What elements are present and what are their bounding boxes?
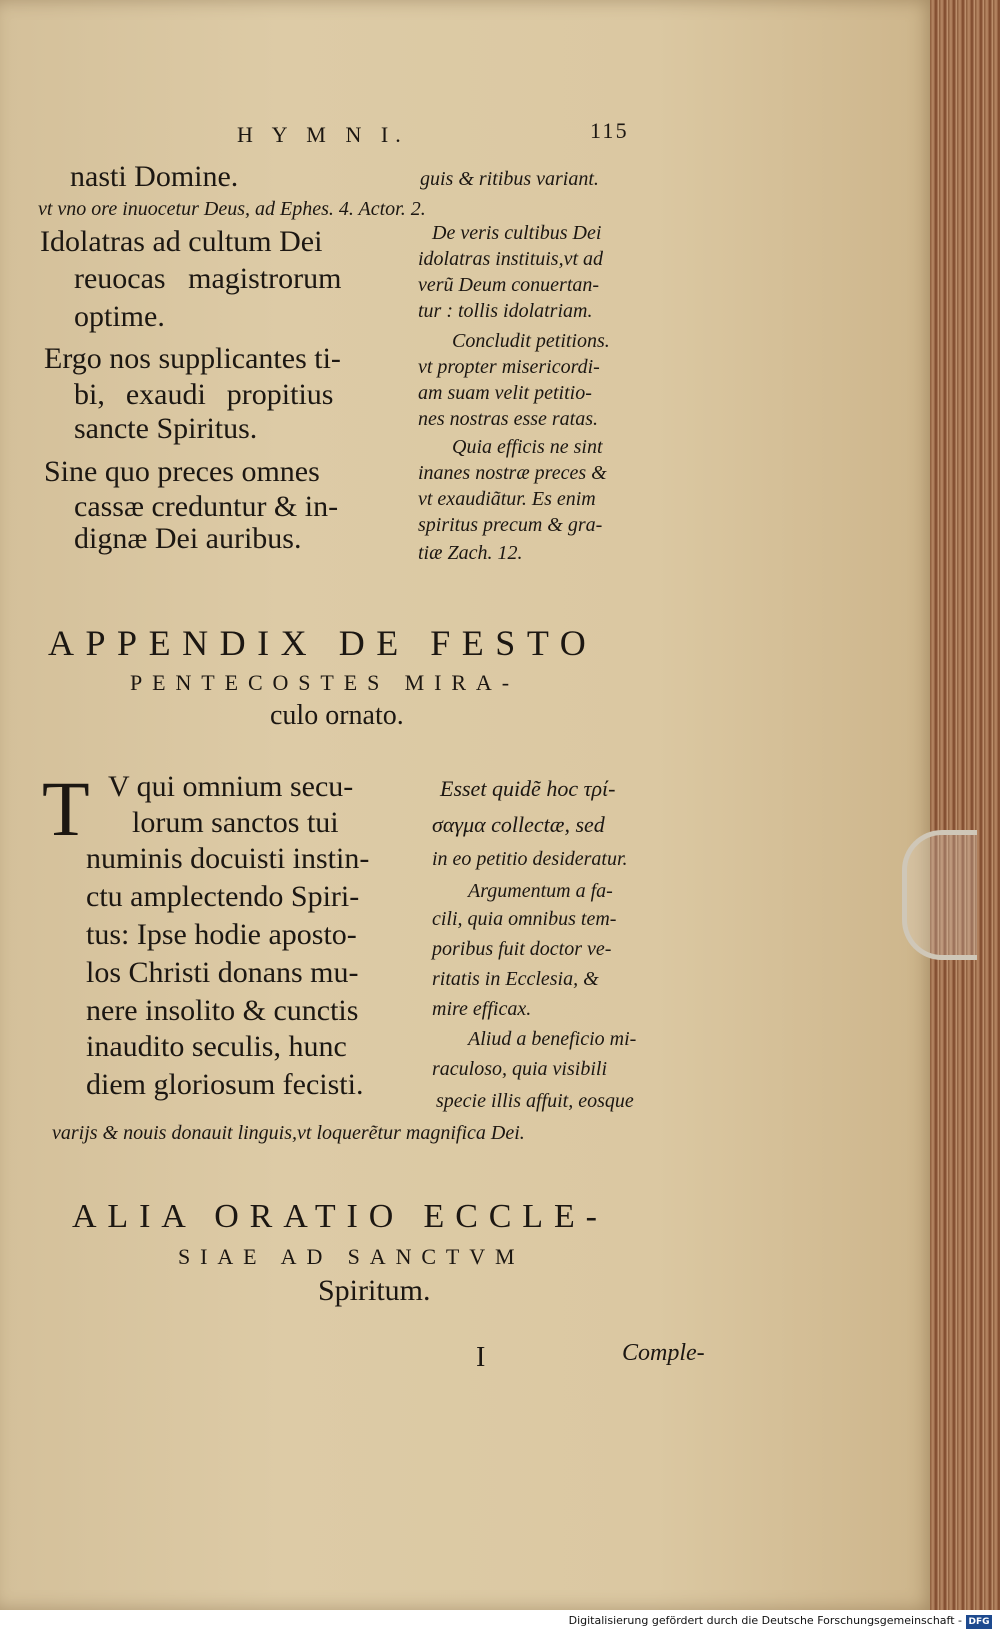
margin-note: tur : tollis idolatriam. bbox=[418, 300, 593, 322]
catchword: Comple- bbox=[622, 1340, 705, 1366]
main-line: nere insolito & cunctis bbox=[86, 994, 359, 1027]
running-head: H Y M N I. bbox=[237, 122, 408, 147]
margin-note: in eo petitio desideratur. bbox=[432, 848, 628, 870]
signature-mark: I bbox=[476, 1342, 486, 1373]
margin-note: spiritus precum & gra- bbox=[418, 514, 603, 536]
main-line: Ergo nos supplicantes ti- bbox=[44, 342, 341, 375]
appendix-heading-line1: APPENDIX DE FESTO bbox=[48, 623, 598, 663]
margin-note: ritatis in Ecclesia, & bbox=[432, 968, 599, 990]
margin-note: cili, quia omnibus tem- bbox=[432, 908, 617, 930]
main-line: dignæ Dei auribus. bbox=[74, 522, 302, 555]
main-line: tus: Ipse hodie aposto- bbox=[86, 918, 357, 951]
main-line: diem gloriosum fecisti. bbox=[86, 1068, 364, 1101]
margin-note: De veris cultibus Dei bbox=[432, 222, 602, 244]
margin-note: nes nostras esse ratas. bbox=[418, 408, 599, 430]
margin-note: am suam velit petitio- bbox=[418, 382, 592, 404]
margin-note: idolatras instituis,vt ad bbox=[418, 248, 604, 270]
margin-note: tiæ Zach. 12. bbox=[418, 542, 523, 564]
main-line: Sine quo preces omnes bbox=[44, 455, 320, 488]
full-width-note: varijs & nouis donauit linguis,vt loquerẽtur magnifica Dei. bbox=[52, 1122, 525, 1144]
margin-note: guis & ritibus variant. bbox=[420, 168, 599, 190]
appendix-heading-line2: PENTECOSTES MIRA- bbox=[130, 670, 519, 695]
main-line: V qui omnium secu- bbox=[108, 770, 354, 803]
margin-note: vt exaudiãtur. Es enim bbox=[418, 488, 596, 510]
margin-note: Aliud a beneficio mi- bbox=[468, 1028, 637, 1050]
main-line: bi, exaudi propitius bbox=[74, 378, 334, 411]
drop-cap: T bbox=[42, 765, 90, 852]
main-line: sancte Spiritus. bbox=[74, 412, 258, 445]
book-page-edges bbox=[930, 0, 1000, 1610]
alia-heading-line1: ALIA ORATIO ECCLE- bbox=[72, 1198, 608, 1235]
main-line: reuocas magistrorum bbox=[74, 262, 342, 295]
margin-note: specie illis affuit, eosque bbox=[436, 1090, 634, 1112]
margin-note: σαγμα collectæ, sed bbox=[432, 812, 605, 837]
main-line: lorum sanctos tui bbox=[132, 806, 339, 839]
margin-note: Concludit petitions. bbox=[452, 330, 610, 352]
margin-note: verũ Deum conuertan- bbox=[418, 274, 600, 296]
margin-note: Esset quidẽ hoc τρί- bbox=[440, 776, 616, 801]
digitization-credit: Digitalisierung gefördert durch die Deutsche Forschungsgemeinschaft - bbox=[568, 1614, 962, 1627]
alia-heading-line2: SIAE AD SANCTVM bbox=[178, 1244, 525, 1269]
main-line: inaudito seculis, hunc bbox=[86, 1030, 347, 1063]
main-line: numinis docuisti instin- bbox=[86, 842, 370, 875]
main-line: optime. bbox=[74, 300, 165, 333]
main-line: cassæ creduntur & in- bbox=[74, 490, 339, 523]
full-width-note: vt vno ore inuocetur Deus, ad Ephes. 4. Actor. 2. bbox=[38, 198, 426, 220]
margin-note: Quia efficis ne sint bbox=[452, 436, 603, 458]
dfg-logo: DFG bbox=[966, 1615, 992, 1629]
margin-note: poribus fuit doctor ve- bbox=[432, 938, 612, 960]
main-line: nasti Domine. bbox=[70, 160, 239, 193]
page-number: 115 bbox=[590, 118, 629, 143]
margin-note: Argumentum a fa- bbox=[468, 880, 613, 902]
margin-note: inanes nostræ preces & bbox=[418, 462, 607, 484]
appendix-heading-line3: culo ornato. bbox=[270, 700, 404, 731]
margin-note: raculoso, quia visibili bbox=[432, 1058, 607, 1080]
book-clasp bbox=[902, 830, 977, 960]
margin-note: vt propter misericordi- bbox=[418, 356, 600, 378]
margin-note: mire efficax. bbox=[432, 998, 532, 1020]
main-line: ctu amplectendo Spiri- bbox=[86, 880, 360, 913]
alia-heading-line3: Spiritum. bbox=[318, 1274, 431, 1307]
main-line: Idolatras ad cultum Dei bbox=[40, 225, 323, 258]
main-line: los Christi donans mu- bbox=[86, 956, 359, 989]
